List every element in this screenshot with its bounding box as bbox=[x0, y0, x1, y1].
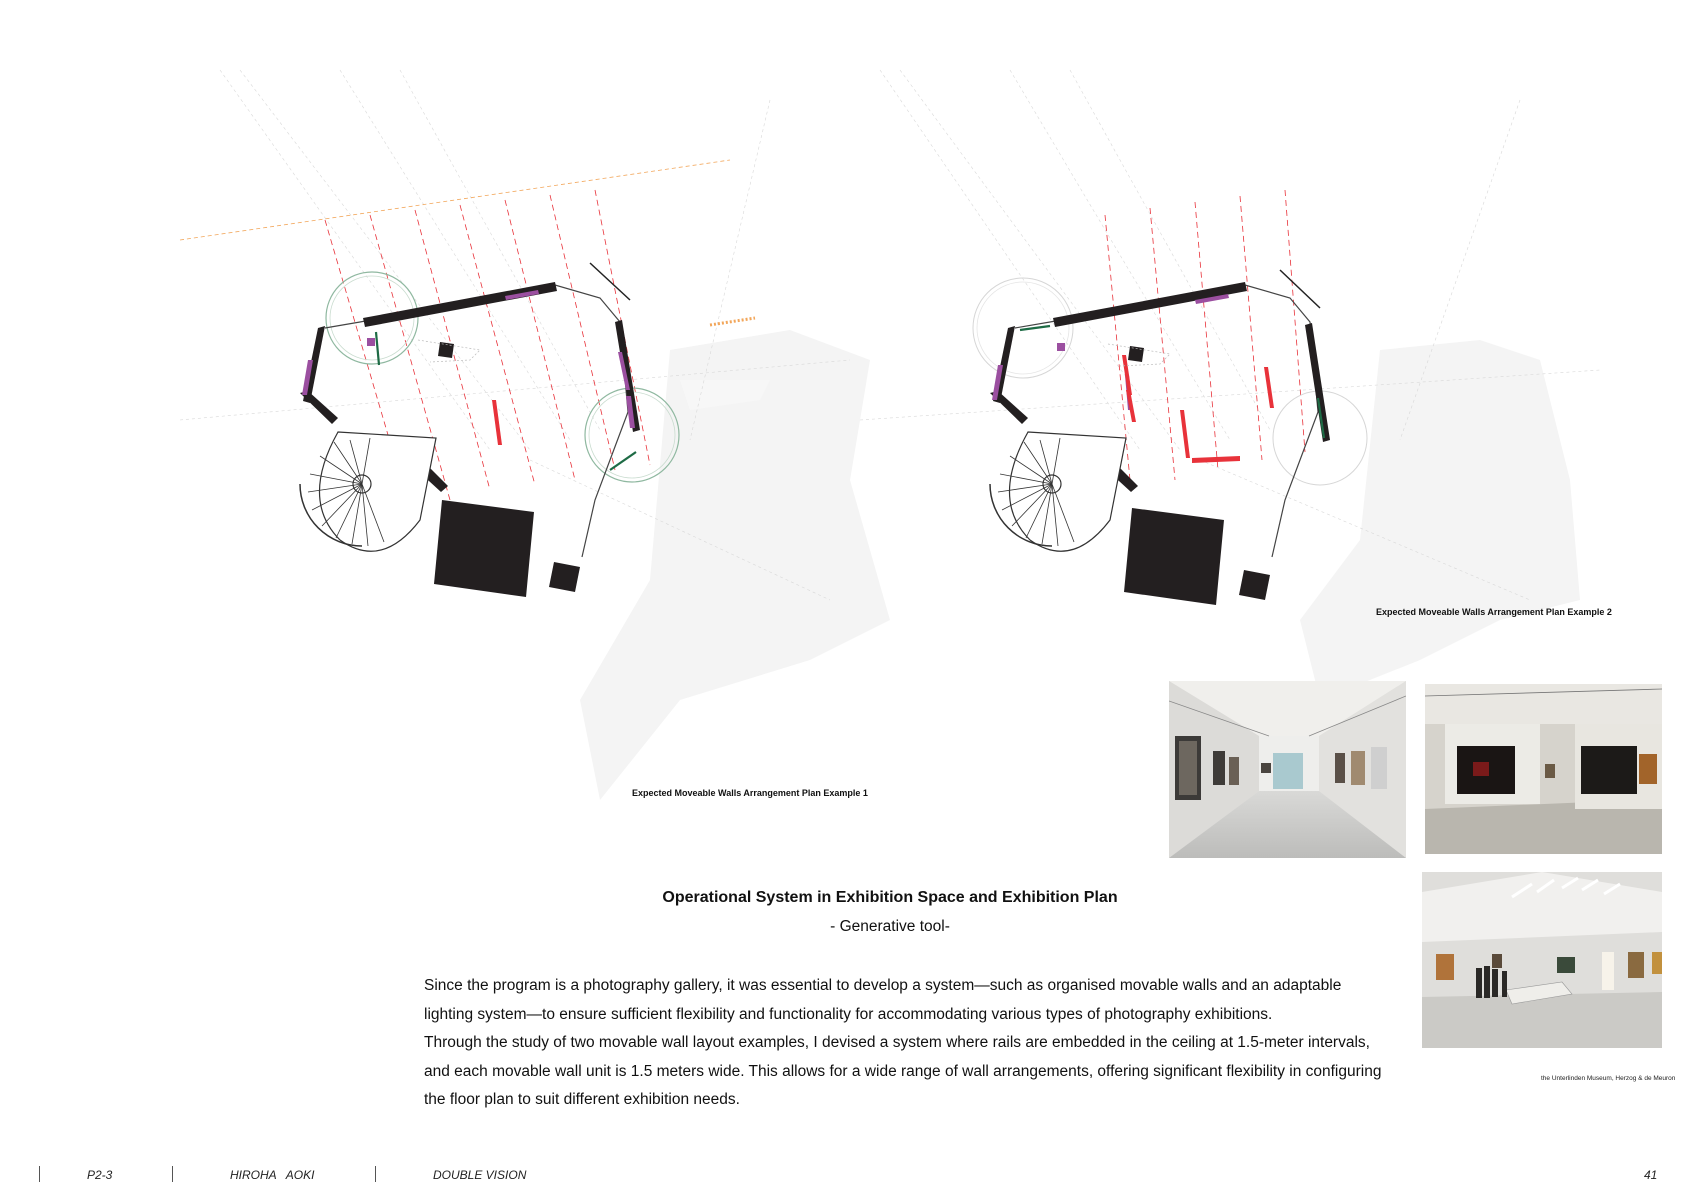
section-title: Operational System in Exhibition Space and Exhibition Plan bbox=[662, 889, 1118, 906]
gallery-photo-1 bbox=[1169, 681, 1406, 858]
footer-separator bbox=[172, 1166, 173, 1182]
footer-author: HIROHA AOKI bbox=[230, 1168, 315, 1182]
footer-page-number: 41 bbox=[1644, 1168, 1658, 1182]
floor-plan-example-1 bbox=[150, 60, 910, 800]
floor-plan-example-2 bbox=[840, 60, 1660, 700]
plan-caption-2: Expected Moveable Walls Arrangement Plan Example 2 bbox=[1376, 607, 1612, 617]
gallery-photo-2 bbox=[1425, 684, 1662, 854]
section-subtitle: - Generative tool- bbox=[830, 918, 950, 935]
footer-separator bbox=[375, 1166, 376, 1182]
body-text bbox=[424, 972, 1384, 1115]
footer-page-code: P2-3 bbox=[87, 1168, 113, 1182]
photo-credit: the Unterlinden Museum, Herzog & de Meuron bbox=[1541, 1075, 1676, 1082]
body-paragraph-1: Since the program is a photography gallery, it was essential to develop a system—such as organised movable walls and an adaptable lighting system—to ensure sufficient flexibility and functionality for accommodating various types of photography exhibitions. bbox=[424, 977, 1342, 1023]
footer-project: DOUBLE VISION bbox=[433, 1168, 527, 1182]
plan-caption-1: Expected Moveable Walls Arrangement Plan Example 1 bbox=[632, 788, 868, 798]
footer-separator bbox=[39, 1166, 40, 1182]
body-paragraph-2: Through the study of two movable wall layout examples, I devised a system where rails are embedded in the ceiling at 1.5-meter intervals, and each movable wall unit is 1.5 meters wide. This allows for a wide range of wall arrangements, offering significant flexibility in configuring the floor plan to suit different exhibition needs. bbox=[424, 1034, 1382, 1108]
